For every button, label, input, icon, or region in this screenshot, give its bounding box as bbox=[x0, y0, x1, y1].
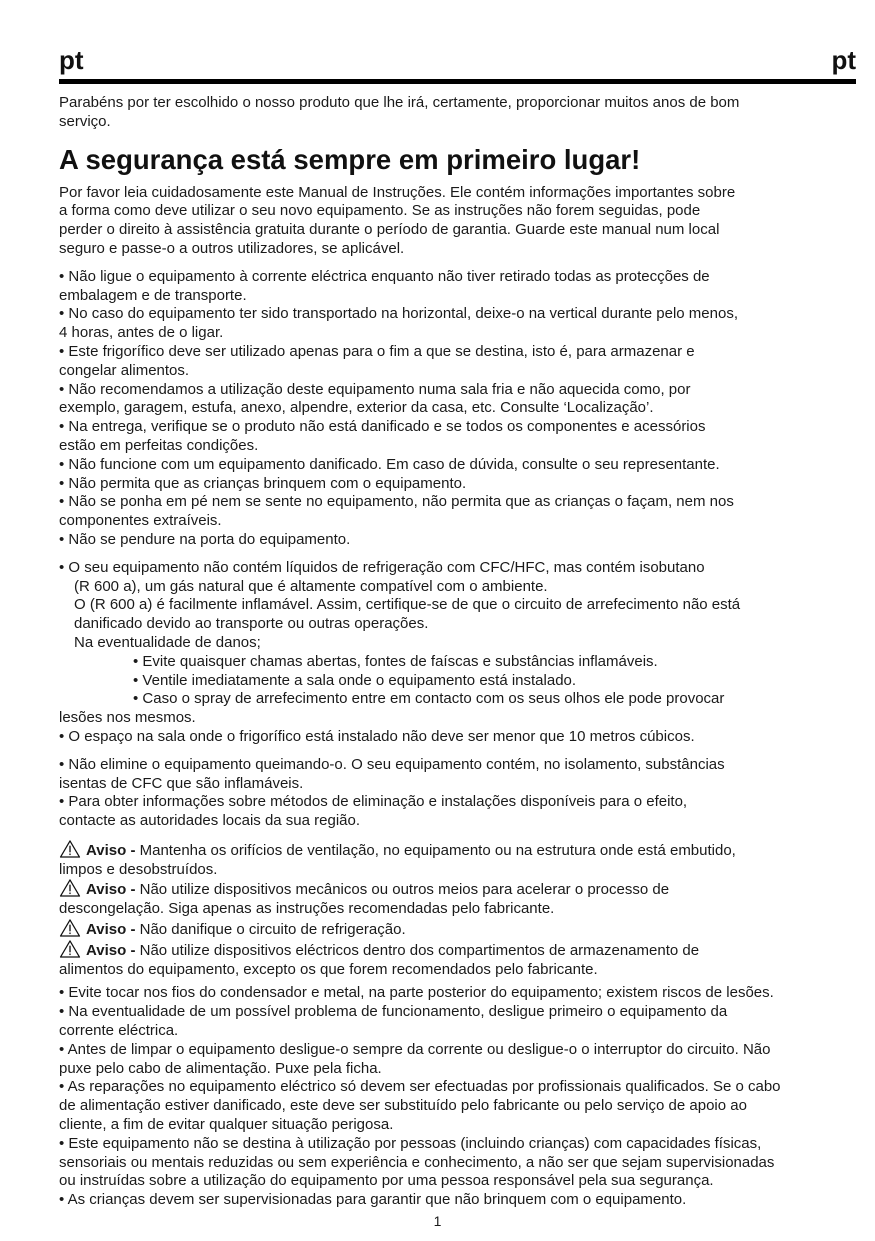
text-line: • Não permita que as crianças brinquem com o equipamento. bbox=[59, 474, 467, 492]
text-line: estão em perfeitas condições. bbox=[59, 436, 259, 454]
warnings-section bbox=[59, 840, 856, 980]
intro-paragraph bbox=[59, 94, 856, 132]
warning-text: Não utilize dispositivos eléctricos dentro dos compartimentos de armazenamento de bbox=[139, 941, 700, 959]
text-line: • Este frigorífico deve ser utilizado apenas para o fim a que se destina, isto é, para armazenar e bbox=[59, 342, 695, 360]
text-line: • Não se ponha em pé nem se sente no equipamento, não permita que as crianças o façam, nem nos bbox=[59, 493, 734, 511]
text-line: • No caso do equipamento ter sido transportado na horizontal, deixe-o na vertical durante pelo menos, bbox=[59, 305, 738, 323]
text-line: • Este equipamento não se destina à utilização por pessoas (incluindo crianças) com capacidades físicas, bbox=[59, 1134, 762, 1152]
instructions-paragraph bbox=[59, 184, 856, 259]
text-line: • O espaço na sala onde o frigorífico está instalado não deve ser menor que 10 metros cúbicos. bbox=[59, 727, 695, 745]
text-line: • As reparações no equipamento eléctrico só devem ser efectuadas por profissionais qualificados. Se o cabo bbox=[59, 1078, 781, 1096]
disposal-section bbox=[59, 756, 856, 831]
text-line: serviço. bbox=[59, 112, 111, 130]
safety-bullets bbox=[59, 268, 856, 550]
text-line: Parabéns por ter escolhido o nosso produto que lhe irá, certamente, proporcionar muitos anos de bom bbox=[59, 94, 740, 111]
text-line: • O seu equipamento não contém líquidos de refrigeração com CFC/HFC, mas contém isobutano bbox=[59, 558, 705, 576]
refrigerant-section bbox=[59, 559, 856, 747]
text-line: • Para obter informações sobre métodos de eliminação e instalações disponíveis para o efeito, bbox=[59, 793, 688, 811]
warning-item bbox=[59, 919, 856, 940]
warning-label: Aviso - bbox=[86, 921, 136, 939]
text-line: • Evite quaisquer chamas abertas, fontes de faíscas e substâncias inflamáveis. bbox=[133, 652, 658, 670]
text-line: componentes extraíveis. bbox=[59, 512, 222, 530]
text-line: • Evite tocar nos fios do condensador e metal, na parte posterior do equipamento; existem riscos de lesões. bbox=[59, 984, 774, 1002]
page-title: A segurança está sempre em primeiro lugar! bbox=[59, 143, 641, 175]
page-header bbox=[59, 44, 856, 76]
warning-item bbox=[59, 879, 856, 900]
warning-triangle-icon bbox=[59, 879, 81, 897]
header-rule bbox=[59, 79, 856, 84]
text-line: cliente, a fim de evitar qualquer situação perigosa. bbox=[59, 1116, 394, 1134]
text-line: • Caso o spray de arrefecimento entre em contacto com os seus olhos ele pode provocar bbox=[133, 690, 725, 708]
text-line: ou instruídas sobre a utilização do equipamento por uma pessoa responsável pela sua segurança. bbox=[59, 1172, 714, 1190]
text-line: puxe pelo cabo de alimentação. Puxe pela ficha. bbox=[59, 1059, 382, 1077]
text-line: contacte as autoridades locais da sua região. bbox=[59, 812, 361, 830]
text-line: exemplo, garagem, estufa, anexo, alpendre, exterior da casa, etc. Consulte ‘Localização’. bbox=[59, 399, 654, 417]
text-line: 4 horas, antes de o ligar. bbox=[59, 324, 224, 342]
header-language-right: pt bbox=[831, 45, 856, 75]
text-line: seguro e passe-o a outros utilizadores, se aplicável. bbox=[59, 239, 405, 257]
text-line: sensoriais ou mentais reduzidas ou sem experiência e conhecimento, a não ser que sejam supervisionadas bbox=[59, 1153, 775, 1171]
text-line: • Não elimine o equipamento queimando-o. O seu equipamento contém, no isolamento, substâncias bbox=[59, 755, 725, 773]
text-line: lesões nos mesmos. bbox=[59, 709, 196, 727]
text-line: • Não funcione com um equipamento danificado. Em caso de dúvida, consulte o seu representante. bbox=[59, 455, 720, 473]
text-line: descongelação. Siga apenas as instruções recomendadas pelo fabricante. bbox=[59, 900, 555, 918]
text-line: • Não recomendamos a utilização deste equipamento numa sala fria e não aquecida como, por bbox=[59, 380, 691, 398]
text-line: congelar alimentos. bbox=[59, 361, 190, 379]
text-line: danificado devido ao transporte ou outras operações. bbox=[74, 615, 429, 633]
text-line: perder o direito à assistência gratuita durante o período de garantia. Guarde este manual num local bbox=[59, 221, 720, 239]
text-line: embalagem e de transporte. bbox=[59, 286, 247, 304]
warning-text: Mantenha os orifícios de ventilação, no equipamento ou na estrutura onde está embutido, bbox=[139, 841, 736, 859]
text-line: isentas de CFC que são inflamáveis. bbox=[59, 774, 304, 792]
text-line: • As crianças devem ser supervisionadas para garantir que não brinquem com o equipamento. bbox=[59, 1191, 687, 1209]
warning-label: Aviso - bbox=[86, 841, 136, 859]
text-line: • Antes de limpar o equipamento desligue-o sempre da corrente ou desligue-o o interruptor do circuito. Não bbox=[59, 1040, 771, 1058]
warning-triangle-icon bbox=[59, 940, 81, 958]
text-line: • Ventile imediatamente a sala onde o equipamento está instalado. bbox=[133, 671, 577, 689]
text-line: de alimentação estiver danificado, este deve ser substituído pelo fabricante ou pelo serviço de apoio ao bbox=[59, 1097, 747, 1115]
text-line: corrente eléctrica. bbox=[59, 1022, 179, 1040]
warning-label: Aviso - bbox=[86, 881, 136, 899]
text-line: • Na eventualidade de um possível problema de funcionamento, desligue primeiro o equipamento da bbox=[59, 1003, 728, 1021]
warning-item bbox=[59, 940, 856, 961]
text-line: O (R 600 a) é facilmente inflamável. Assim, certifique-se de que o circuito de arrefecimento não está bbox=[74, 596, 741, 614]
warning-item bbox=[59, 840, 856, 861]
text-line: (R 600 a), um gás natural que é altamente compatível com o ambiente. bbox=[74, 577, 548, 595]
warning-text: Não danifique o circuito de refrigeração. bbox=[139, 921, 406, 939]
text-line: alimentos do equipamento, excepto os que forem recomendados pelo fabricante. bbox=[59, 960, 598, 978]
warning-triangle-icon bbox=[59, 840, 81, 858]
text-line: • Não ligue o equipamento à corrente eléctrica enquanto não tiver retirado todas as protecções de bbox=[59, 267, 710, 285]
text-line: • Não se pendure na porta do equipamento. bbox=[59, 530, 351, 548]
text-line: • Na entrega, verifique se o produto não está danificado e se todos os componentes e acessórios bbox=[59, 418, 706, 436]
warning-text: Não utilize dispositivos mecânicos ou outros meios para acelerar o processo de bbox=[139, 881, 670, 899]
page-number: 1 bbox=[433, 1213, 442, 1229]
text-line: Na eventualidade de danos; bbox=[74, 633, 261, 651]
text-line: limpos e desobstruídos. bbox=[59, 860, 218, 878]
warning-triangle-icon bbox=[59, 919, 81, 937]
warning-label: Aviso - bbox=[86, 941, 136, 959]
header-language-left: pt bbox=[59, 45, 84, 75]
document-page bbox=[59, 44, 856, 1210]
text-line: a forma como deve utilizar o seu novo equipamento. Se as instruções não forem seguidas, pode bbox=[59, 202, 701, 220]
electrical-safety-section bbox=[59, 984, 856, 1210]
text-line: Por favor leia cuidadosamente este Manual de Instruções. Ele contém informações importantes sobre bbox=[59, 183, 736, 201]
